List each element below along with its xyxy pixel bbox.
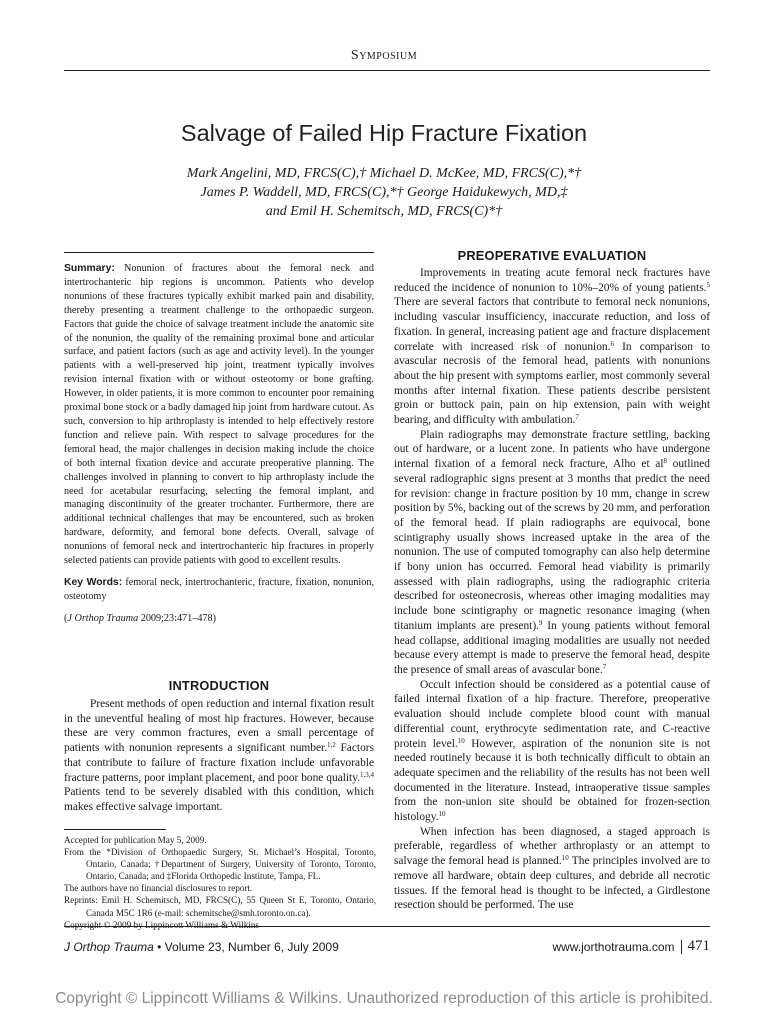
text: Occult infection should be considered as a potential cause of failed internal fixation of a hip fracture. Therefore, preoperative evaluation should include complete blood count with manual differential count, erythrocyte sedimentation rate, and C-reactive protein level. — [394, 678, 710, 750]
text: However, aspiration of the nonunion site is not needed routinely because it is both technically difficult to obtain an adequate specimen and the reliability of the results has not been well documented in the literature. Instead, intraoperative tissue samples from the non-union site should be obtained for frozen-section histology. — [394, 737, 710, 824]
abstract-divider — [64, 252, 374, 253]
footnotes — [64, 834, 376, 931]
preoperative-body — [394, 266, 710, 913]
abstract-keywords — [64, 576, 374, 604]
text: Plain radiographs may demonstrate fracture settling, backing out of hardware, or a lucent zone. In patients who have undergone internal fixation of a femoral neck fracture, Alho et al — [394, 428, 710, 471]
text: In comparison to avascular necrosis of the femoral head, patients with nonunions about the hip present with symptoms earlier, most commonly several months after internal fixation. These patients describe persistent groin or buttock pain, pain on hip extension, pain with weight bearing, and difficulty with ambulation. — [394, 340, 710, 427]
text: Factors that contribute to failure of fracture fixation include unfavorable fracture patterns, poor implant placement, and poor bone quality. — [64, 742, 374, 784]
reference[interactable]: 1,2 — [327, 741, 336, 750]
paragraph — [64, 697, 374, 815]
reference[interactable]: 1,3,4 — [360, 770, 374, 779]
reference[interactable]: 7 — [602, 662, 607, 671]
text: There are several factors that contribute to femoral neck nonunions, including vascular insufficiency, inaccurate reduction, and loss of fixation. In general, increasing patient age and fracture displacement correlate with increased risk of nonunion. — [394, 296, 710, 353]
header-divider — [64, 70, 710, 71]
abstract — [64, 262, 374, 634]
reference[interactable]: 9 — [538, 618, 543, 627]
paragraph — [394, 428, 710, 678]
preoperative-heading: PREOPERATIVE EVALUATION — [457, 248, 647, 263]
citation-details: 2009;23:471–478) — [140, 612, 216, 624]
text: Present methods of open reduction and internal fixation result in the uneventful healing of most hip fractures. However, because these are very common fractures, even a small percentage of patients with nonunion represents a significant number. — [64, 698, 374, 755]
keywords-text: femoral neck, intertrochanteric, fracture, fixation, nonunion, osteotomy — [64, 576, 374, 602]
author-list — [0, 164, 768, 221]
article-title: Salvage of Failed Hip Fracture Fixation — [180, 120, 588, 146]
page-number: 471 — [687, 938, 710, 954]
reference[interactable]: 10 — [561, 854, 569, 863]
paragraph — [394, 678, 710, 825]
footer-volume: • Volume 23, Number 6, July 2009 — [153, 940, 339, 954]
text: outlined several radiographic signs present at 3 months that predict the need for revision: change in fracture position by 10 mm, change in screw position by 5%, backing out of the screws by 20 mm, and perforation of the femoral head. If plain radiographs are equivocal, bone scintigraphy usually shows increased uptake in the area of the nonunion. The use of computed tomography can also help determine if bony union has occurred. Femoral head viability is primarily assessed with plain radiographs, using the radiographic criteria described for osteonecrosis, whereas other imaging modalities may include bone scintigraphy or magnetic resonance imaging (when titanium implants are present). — [394, 458, 710, 632]
text: Patients tend to be severely disabled with this condition, which makes effective salvage important. — [64, 786, 374, 813]
footnote-divider — [64, 829, 166, 830]
footer-divider — [64, 926, 710, 927]
abstract-citation: (J Orthop Trauma 2009;23:471–478) — [64, 612, 216, 624]
author-line: Mark Angelini, MD, FRCS(C),† Michael D. McKee, MD, FRCS(C),*† — [186, 166, 582, 181]
footer-separator — [681, 940, 682, 954]
footer-page-info — [552, 938, 710, 955]
copyright-watermark: Copyright © Lippincott Williams & Wilkins. Unauthorized reproduction of this article is prohibited. — [55, 990, 713, 1007]
footnote-affiliations: From the *Division of Orthopaedic Surgery, St. Michael’s Hospital, Toronto, Ontario, Canada; †Department of Surgery, University of Toronto, Toronto, Ontario, Canada; and ‡Florida Orthopedic Institute, Tampa, FL. — [64, 847, 376, 882]
section-label: Symposium — [350, 48, 418, 63]
paragraph — [394, 266, 710, 428]
footnote-disclosure: The authors have no financial disclosures to report. — [64, 883, 253, 894]
footnote-accepted: Accepted for publication May 5, 2009. — [64, 835, 207, 845]
summary-text: Nonunion of fractures about the femoral neck and intertrochanteric hip regions is uncommon. Patients who develop nonunions of these fractures typically exhibit marked pain and disability, thereby presenting a treatment challenge to the orthopaedic surgeon. Factors that guide the choice of salvage treatment include the anatomic site of the nonunion, the quality of the remaining proximal bone and articular surface, and patient factors (such as age and activity level). In the younger patients with a well-preserved hip joint, treatment typically involves revision internal fixation with or without osteotomy or bone grafting. However, in older patients, it is more common to encounter poor remaining proximal bone stock or a badly damaged hip joint from hardware cutout. As such, conversion to hip arthroplasty is intended to help effectively restore function and relieve pain. With respect to salvage procedures for the femoral head, the major challenges in decision making include the choice of both internal fixation device and accurate preoperative planning. The challenges involved in planning to convert to hip arthroplasty include the need for acetabular resurfacing, selecting the femoral implant, and managing discontinuity of the greater trochanter. Furthermore, there are additional technical challenges that may be encountered, such as broken hardware, deformity, and femoral bone defects. Overall, salvage of nonunions of femoral neck and intertrochanteric hip fractures in properly selected patients can provide patients with good to excellent results. — [64, 263, 374, 567]
abstract-summary — [64, 262, 374, 568]
text: Improvements in treating acute femoral neck fractures have reduced the incidence of nonunion to 10%–20% of young patients. — [394, 267, 710, 294]
author-line: James P. Waddell, MD, FRCS(C),*† George Haidukewych, MD,‡ — [200, 185, 568, 200]
paragraph — [394, 825, 710, 913]
reference[interactable]: 5 — [706, 280, 710, 289]
footer-website-link[interactable]: www.jorthotrauma.com — [552, 939, 675, 954]
footnote-copyright: Copyright © 2009 by Lippincott Williams & Wilkins — [64, 919, 260, 930]
reference[interactable]: 7 — [575, 413, 579, 422]
text: The principles involved are to remove all hardware, obtain deep cultures, and debride all necrotic tissues. If the femoral head is thought to be infected, a Girdlestone resection should be performed. The use — [394, 855, 710, 912]
text: In young patients without femoral head collapse, additional imaging modalities are usually not needed because every attempt is made to preserve the femoral head, despite the presence of small areas of avascular bone. — [394, 619, 710, 676]
reference[interactable]: 8 — [663, 457, 667, 466]
introduction-heading: INTRODUCTION — [168, 678, 270, 693]
text: When infection has been diagnosed, a staged approach is preferable, regardless of whether arthroplasty or an attempt to salvage the femoral head is planned. — [394, 825, 710, 868]
footnote-reprints: Reprints: Emil H. Schemitsch, MD, FRCS(C), 55 Queen St E, Toronto, Ontario, Canada M5C 1R6 (e-mail: schemitsche@smh.toronto.on.ca). — [64, 895, 376, 918]
citation-journal: J Orthop Trauma — [67, 612, 139, 624]
keywords-label: Key Words: — [64, 576, 123, 588]
footer-journal: J Orthop Trauma — [64, 940, 154, 954]
reference[interactable]: 10 — [438, 810, 446, 819]
summary-label: Summary: — [64, 263, 115, 274]
author-line: and Emil H. Schemitsch, MD, FRCS(C)*† — [265, 204, 503, 219]
reference[interactable]: 6 — [610, 339, 614, 348]
footer-journal-ref — [64, 940, 339, 954]
introduction-body — [64, 697, 374, 815]
reference[interactable]: 10 — [457, 736, 465, 745]
